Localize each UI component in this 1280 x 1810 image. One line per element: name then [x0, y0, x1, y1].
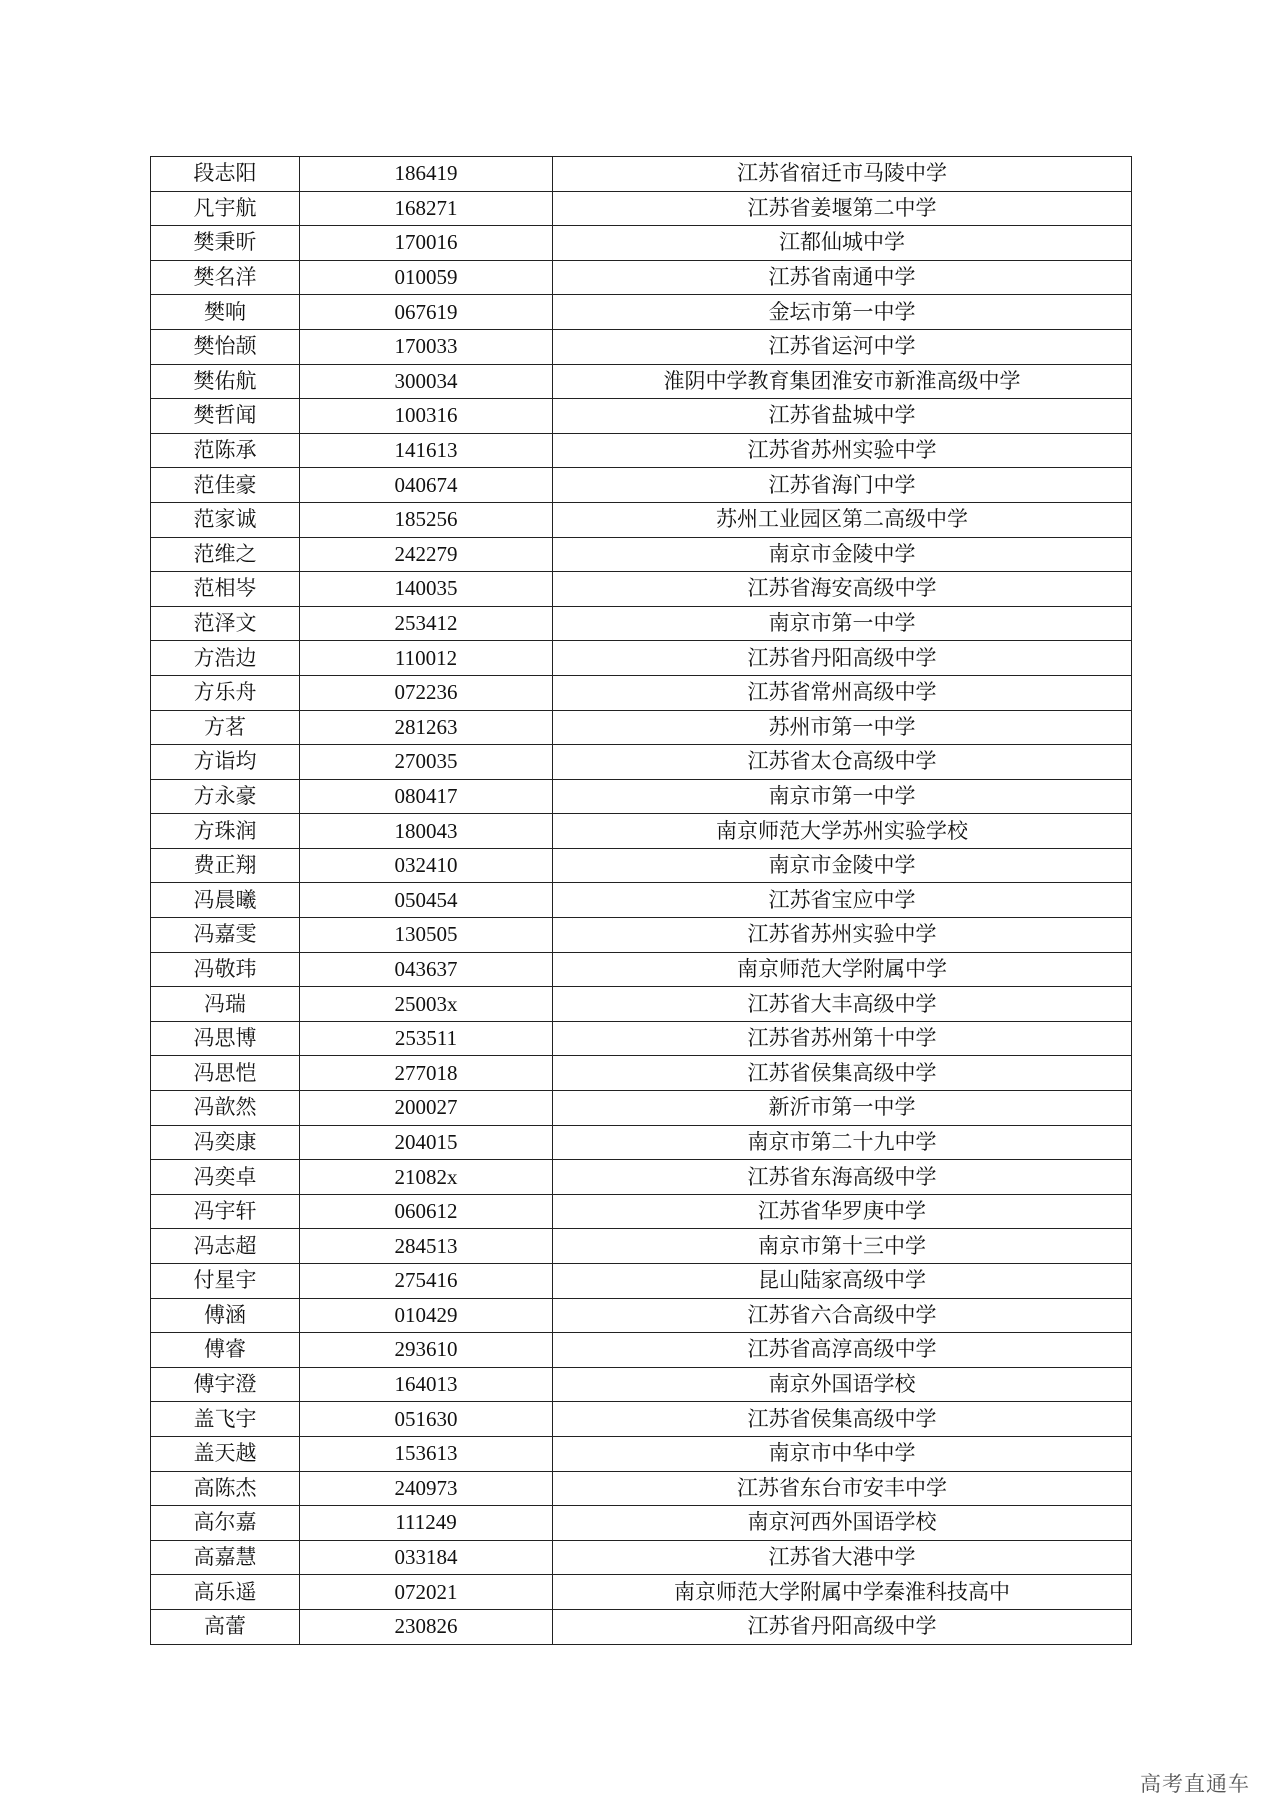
- student-name-cell: 方乐舟: [151, 675, 300, 710]
- student-name-cell: 范相岑: [151, 572, 300, 607]
- school-name-cell: 江苏省常州高级中学: [553, 675, 1132, 710]
- student-id-cell: 080417: [300, 779, 553, 814]
- student-id-cell: 072021: [300, 1575, 553, 1610]
- student-name-cell: 方诣均: [151, 745, 300, 780]
- school-name-cell: 苏州工业园区第二高级中学: [553, 502, 1132, 537]
- school-name-cell: 江苏省高淳高级中学: [553, 1333, 1132, 1368]
- table-row: [151, 814, 1132, 849]
- table-row: [151, 226, 1132, 261]
- student-name-cell: 高陈杰: [151, 1471, 300, 1506]
- student-name-cell: 范陈承: [151, 433, 300, 468]
- student-id-cell: 277018: [300, 1056, 553, 1091]
- table-row: [151, 1298, 1132, 1333]
- student-id-cell: 051630: [300, 1402, 553, 1437]
- student-id-cell: 072236: [300, 675, 553, 710]
- student-name-cell: 范维之: [151, 537, 300, 572]
- student-id-cell: 111249: [300, 1506, 553, 1541]
- school-name-cell: 江苏省苏州实验中学: [553, 433, 1132, 468]
- student-id-cell: 25003x: [300, 987, 553, 1022]
- table-row: [151, 710, 1132, 745]
- table-row: [151, 1160, 1132, 1195]
- student-name-cell: 冯思博: [151, 1021, 300, 1056]
- student-name-cell: 付星宇: [151, 1264, 300, 1299]
- table-row: [151, 848, 1132, 883]
- table-row: [151, 1091, 1132, 1126]
- student-name-cell: 范佳豪: [151, 468, 300, 503]
- student-name-cell: 樊哲闻: [151, 399, 300, 434]
- student-name-cell: 方永豪: [151, 779, 300, 814]
- table-row: [151, 883, 1132, 918]
- school-name-cell: 江苏省东海高级中学: [553, 1160, 1132, 1195]
- school-name-cell: 新沂市第一中学: [553, 1091, 1132, 1126]
- school-name-cell: 江苏省侯集高级中学: [553, 1402, 1132, 1437]
- student-name-cell: 冯晨曦: [151, 883, 300, 918]
- student-id-cell: 275416: [300, 1264, 553, 1299]
- student-id-cell: 010429: [300, 1298, 553, 1333]
- student-name-cell: 冯宇轩: [151, 1194, 300, 1229]
- school-name-cell: 江苏省丹阳高级中学: [553, 1609, 1132, 1644]
- student-id-cell: 21082x: [300, 1160, 553, 1195]
- school-name-cell: 南京市第十三中学: [553, 1229, 1132, 1264]
- student-id-cell: 010059: [300, 260, 553, 295]
- school-name-cell: 南京市第二十九中学: [553, 1125, 1132, 1160]
- student-id-cell: 242279: [300, 537, 553, 572]
- student-table: [150, 156, 1132, 1645]
- school-name-cell: 南京师范大学附属中学: [553, 952, 1132, 987]
- table-row: [151, 260, 1132, 295]
- school-name-cell: 江苏省运河中学: [553, 329, 1132, 364]
- student-id-cell: 186419: [300, 157, 553, 192]
- table-row: [151, 1367, 1132, 1402]
- table-row: [151, 157, 1132, 192]
- student-id-cell: 032410: [300, 848, 553, 883]
- student-id-cell: 240973: [300, 1471, 553, 1506]
- school-name-cell: 江苏省东台市安丰中学: [553, 1471, 1132, 1506]
- student-id-cell: 033184: [300, 1540, 553, 1575]
- table-row: [151, 1125, 1132, 1160]
- table-row: [151, 1402, 1132, 1437]
- student-name-cell: 冯敬玮: [151, 952, 300, 987]
- student-id-cell: 140035: [300, 572, 553, 607]
- school-name-cell: 江苏省大港中学: [553, 1540, 1132, 1575]
- school-name-cell: 江苏省海安高级中学: [553, 572, 1132, 607]
- school-name-cell: 江苏省宿迁市马陵中学: [553, 157, 1132, 192]
- student-name-cell: 樊佑航: [151, 364, 300, 399]
- school-name-cell: 苏州市第一中学: [553, 710, 1132, 745]
- school-name-cell: 南京市中华中学: [553, 1436, 1132, 1471]
- school-name-cell: 江都仙城中学: [553, 226, 1132, 261]
- school-name-cell: 江苏省六合高级中学: [553, 1298, 1132, 1333]
- student-id-cell: 281263: [300, 710, 553, 745]
- student-id-cell: 168271: [300, 191, 553, 226]
- student-name-cell: 高嘉慧: [151, 1540, 300, 1575]
- student-id-cell: 204015: [300, 1125, 553, 1160]
- student-name-cell: 冯瑞: [151, 987, 300, 1022]
- school-name-cell: 江苏省海门中学: [553, 468, 1132, 503]
- student-id-cell: 100316: [300, 399, 553, 434]
- student-id-cell: 153613: [300, 1436, 553, 1471]
- student-id-cell: 141613: [300, 433, 553, 468]
- student-name-cell: 盖天越: [151, 1436, 300, 1471]
- school-name-cell: 江苏省太仓高级中学: [553, 745, 1132, 780]
- table-row: [151, 1471, 1132, 1506]
- student-name-cell: 樊名洋: [151, 260, 300, 295]
- school-name-cell: 江苏省南通中学: [553, 260, 1132, 295]
- student-name-cell: 冯奕康: [151, 1125, 300, 1160]
- table-row: [151, 641, 1132, 676]
- table-row: [151, 572, 1132, 607]
- student-id-cell: 230826: [300, 1609, 553, 1644]
- table-row: [151, 1229, 1132, 1264]
- student-table-body: [151, 157, 1132, 1645]
- school-name-cell: 南京市金陵中学: [553, 537, 1132, 572]
- table-row: [151, 433, 1132, 468]
- table-row: [151, 918, 1132, 953]
- student-name-cell: 高蕾: [151, 1609, 300, 1644]
- student-name-cell: 樊响: [151, 295, 300, 330]
- student-id-cell: 300034: [300, 364, 553, 399]
- table-row: [151, 399, 1132, 434]
- table-row: [151, 952, 1132, 987]
- student-id-cell: 164013: [300, 1367, 553, 1402]
- school-name-cell: 南京河西外国语学校: [553, 1506, 1132, 1541]
- student-id-cell: 067619: [300, 295, 553, 330]
- school-name-cell: 江苏省苏州实验中学: [553, 918, 1132, 953]
- school-name-cell: 南京市第一中学: [553, 779, 1132, 814]
- school-name-cell: 南京师范大学附属中学秦淮科技高中: [553, 1575, 1132, 1610]
- table-row: [151, 502, 1132, 537]
- table-row: [151, 1056, 1132, 1091]
- table-row: [151, 1436, 1132, 1471]
- student-id-cell: 253511: [300, 1021, 553, 1056]
- school-name-cell: 南京师范大学苏州实验学校: [553, 814, 1132, 849]
- student-id-cell: 060612: [300, 1194, 553, 1229]
- school-name-cell: 江苏省丹阳高级中学: [553, 641, 1132, 676]
- school-name-cell: 江苏省盐城中学: [553, 399, 1132, 434]
- student-id-cell: 110012: [300, 641, 553, 676]
- table-row: [151, 1333, 1132, 1368]
- student-id-cell: 043637: [300, 952, 553, 987]
- student-id-cell: 253412: [300, 606, 553, 641]
- student-name-cell: 樊怡颉: [151, 329, 300, 364]
- student-id-cell: 185256: [300, 502, 553, 537]
- student-id-cell: 170033: [300, 329, 553, 364]
- table-row: [151, 745, 1132, 780]
- student-name-cell: 冯歆然: [151, 1091, 300, 1126]
- student-name-cell: 范泽文: [151, 606, 300, 641]
- table-row: [151, 295, 1132, 330]
- school-name-cell: 江苏省大丰高级中学: [553, 987, 1132, 1022]
- table-row: [151, 1021, 1132, 1056]
- school-name-cell: 江苏省华罗庚中学: [553, 1194, 1132, 1229]
- student-id-cell: 050454: [300, 883, 553, 918]
- student-name-cell: 冯嘉雯: [151, 918, 300, 953]
- student-name-cell: 高乐遥: [151, 1575, 300, 1610]
- table-row: [151, 1575, 1132, 1610]
- student-id-cell: 284513: [300, 1229, 553, 1264]
- student-name-cell: 樊秉昕: [151, 226, 300, 261]
- watermark-text: 高考直通车: [1140, 1772, 1250, 1796]
- student-name-cell: 高尔嘉: [151, 1506, 300, 1541]
- table-row: [151, 1194, 1132, 1229]
- table-row: [151, 1609, 1132, 1644]
- school-name-cell: 江苏省宝应中学: [553, 883, 1132, 918]
- table-row: [151, 468, 1132, 503]
- student-id-cell: 180043: [300, 814, 553, 849]
- school-name-cell: 南京市第一中学: [553, 606, 1132, 641]
- table-row: [151, 329, 1132, 364]
- table-row: [151, 1264, 1132, 1299]
- school-name-cell: 江苏省苏州第十中学: [553, 1021, 1132, 1056]
- school-name-cell: 南京外国语学校: [553, 1367, 1132, 1402]
- student-id-cell: 270035: [300, 745, 553, 780]
- school-name-cell: 江苏省侯集高级中学: [553, 1056, 1132, 1091]
- table-row: [151, 1506, 1132, 1541]
- student-id-cell: 293610: [300, 1333, 553, 1368]
- student-name-cell: 方浩边: [151, 641, 300, 676]
- table-row: [151, 191, 1132, 226]
- student-name-cell: 盖飞宇: [151, 1402, 300, 1437]
- student-name-cell: 傅宇澄: [151, 1367, 300, 1402]
- school-name-cell: 淮阴中学教育集团淮安市新淮高级中学: [553, 364, 1132, 399]
- student-name-cell: 傅睿: [151, 1333, 300, 1368]
- student-name-cell: 凡宇航: [151, 191, 300, 226]
- student-id-cell: 040674: [300, 468, 553, 503]
- school-name-cell: 南京市金陵中学: [553, 848, 1132, 883]
- student-name-cell: 冯思恺: [151, 1056, 300, 1091]
- student-id-cell: 200027: [300, 1091, 553, 1126]
- table-row: [151, 1540, 1132, 1575]
- student-name-cell: 冯志超: [151, 1229, 300, 1264]
- table-row: [151, 779, 1132, 814]
- school-name-cell: 江苏省姜堰第二中学: [553, 191, 1132, 226]
- student-name-cell: 方珠润: [151, 814, 300, 849]
- school-name-cell: 金坛市第一中学: [553, 295, 1132, 330]
- table-row: [151, 987, 1132, 1022]
- table-row: [151, 537, 1132, 572]
- student-id-cell: 170016: [300, 226, 553, 261]
- student-name-cell: 段志阳: [151, 157, 300, 192]
- student-id-cell: 130505: [300, 918, 553, 953]
- student-name-cell: 冯奕卓: [151, 1160, 300, 1195]
- table-row: [151, 364, 1132, 399]
- table-row: [151, 675, 1132, 710]
- table-row: [151, 606, 1132, 641]
- school-name-cell: 昆山陆家高级中学: [553, 1264, 1132, 1299]
- student-name-cell: 范家诚: [151, 502, 300, 537]
- student-name-cell: 傅涵: [151, 1298, 300, 1333]
- student-name-cell: 费正翔: [151, 848, 300, 883]
- student-name-cell: 方茗: [151, 710, 300, 745]
